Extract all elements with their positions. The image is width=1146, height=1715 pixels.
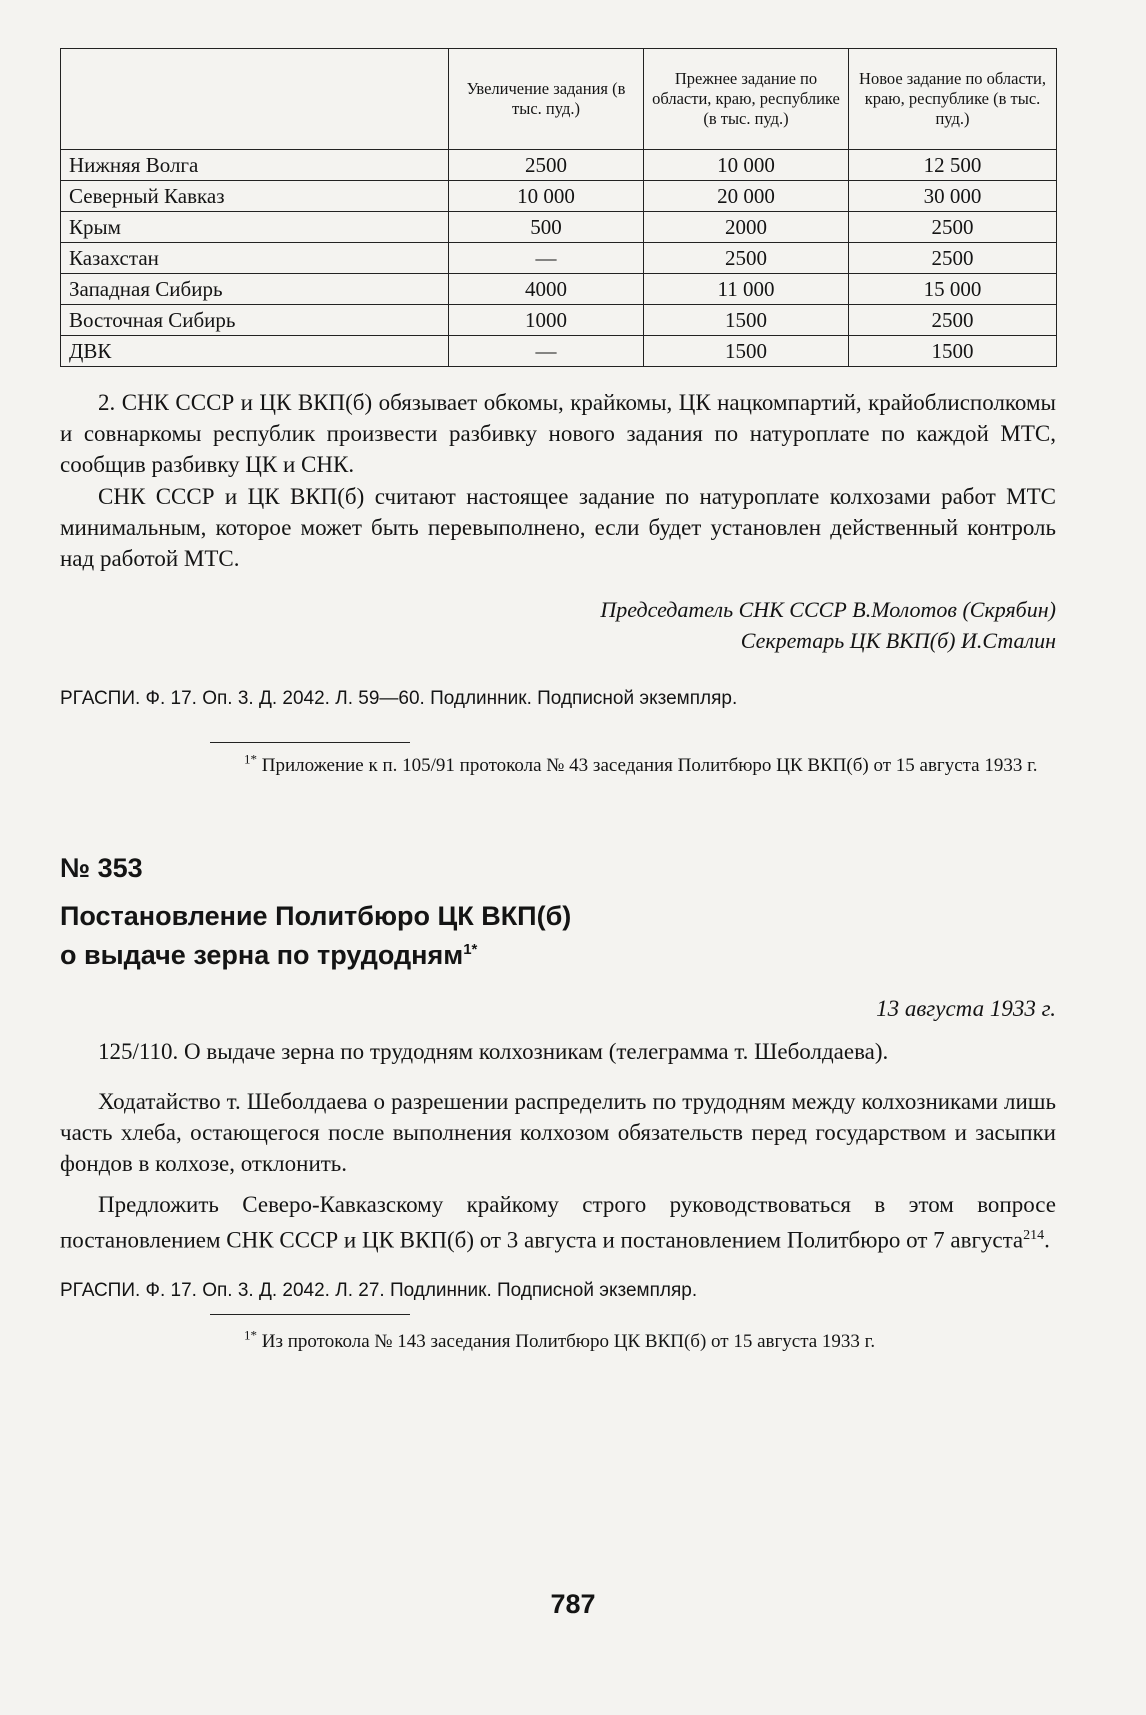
- document-title-line-1: Постановление Политбюро ЦК ВКП(б): [60, 901, 572, 931]
- footnote-2: [60, 1329, 1056, 1355]
- footnote-text-2: Из протокола № 143 заседания Политбюро ЦК ВКП(б) от 15 августа 1933 г.: [261, 1330, 876, 1352]
- footnote-mark: 1*: [244, 751, 257, 767]
- table-cell-new: 15 000: [849, 274, 1057, 305]
- table-cell-new: 2500: [849, 212, 1057, 243]
- signature-secretary: Секретарь ЦК ВКП(б) И.Сталин: [740, 628, 1056, 653]
- endnote-reference: 214: [1023, 1228, 1045, 1243]
- table-row: [61, 150, 1057, 181]
- table-cell-new: 2500: [849, 305, 1057, 336]
- footnote-mark-2: 1*: [244, 1327, 257, 1343]
- table-cell-increase: 10 000: [449, 181, 644, 212]
- table-cell-region: Крым: [61, 212, 449, 243]
- table-cell-region: Казахстан: [61, 243, 449, 274]
- table-cell-new: 30 000: [849, 181, 1057, 212]
- table-row: [61, 274, 1057, 305]
- table-cell-increase: 1000: [449, 305, 644, 336]
- table-row: [61, 181, 1057, 212]
- table-cell-previous: 10 000: [644, 150, 849, 181]
- table-cell-previous: 2500: [644, 243, 849, 274]
- table-row: [61, 305, 1057, 336]
- signature-chairman: Председатель СНК СССР В.Молотов (Скрябин): [600, 597, 1056, 622]
- table-cell-new: 2500: [849, 243, 1057, 274]
- paragraph-petition-rejected: Ходатайство т. Шеболдаева о разрешении распределить по трудодням между колхозниками лишь часть хлеба, остающегося после выполнения колхозом обязательств перед государством и засыпки фондов в колхозе, отклонить.: [60, 1089, 1056, 1176]
- table-cell-previous: 11 000: [644, 274, 849, 305]
- table-cell-new: 1500: [849, 336, 1057, 367]
- table-header-increase: Увеличение задания (в тыс. пуд.): [449, 49, 644, 150]
- table-cell-increase: —: [449, 336, 644, 367]
- table-cell-previous: 2000: [644, 212, 849, 243]
- table-cell-previous: 1500: [644, 336, 849, 367]
- paragraph-instruction-text: Предложить Северо-Кавказскому крайкому строго руководствоваться в этом вопросе постановлением СНК СССР и ЦК ВКП(б) от 3 августа и постановлением Политбюро от 7 августа: [60, 1192, 1056, 1253]
- table-header-region: [61, 49, 449, 150]
- table-cell-region: Северный Кавказ: [61, 181, 449, 212]
- table-row: [61, 243, 1057, 274]
- table-cell-previous: 1500: [644, 305, 849, 336]
- table-header-previous: Прежнее задание по области, краю, республике (в тыс. пуд.): [644, 49, 849, 150]
- document-title: [60, 899, 1056, 972]
- table-cell-increase: 4000: [449, 274, 644, 305]
- paragraph-minimal-assignment: СНК СССР и ЦК ВКП(б) считают настоящее задание по натуроплате колхозами работ МТС минимальным, которое может быть перевыполнено, если будет установлен действенный контроль над работой МТС.: [60, 484, 1056, 571]
- footnote-divider: [210, 742, 410, 743]
- table-header-row: [61, 49, 1057, 150]
- page-number: 787: [550, 1589, 596, 1619]
- footnote-text: Приложение к п. 105/91 протокола № 43 заседания Политбюро ЦК ВКП(б) от 15 августа 1933 г.: [261, 755, 1038, 776]
- table-cell-previous: 20 000: [644, 181, 849, 212]
- archive-source: РГАСПИ. Ф. 17. Оп. 3. Д. 2042. Л. 59—60. Подлинник. Подписной экземпляр.: [60, 688, 738, 709]
- footnote-divider-2: [210, 1314, 410, 1315]
- paragraph-instruction: [60, 1189, 1056, 1256]
- document-date: 13 августа 1933 г.: [876, 996, 1056, 1021]
- document-page: [60, 48, 1056, 1355]
- table-header-new: Новое задание по области, краю, республике (в тыс. пуд.): [849, 49, 1057, 150]
- title-footnote-mark: 1*: [463, 941, 478, 958]
- table-cell-region: ДВК: [61, 336, 449, 367]
- table-cell-region: Восточная Сибирь: [61, 305, 449, 336]
- table-cell-increase: —: [449, 243, 644, 274]
- paragraph-instruction-end: .: [1044, 1227, 1050, 1253]
- table-cell-new: 12 500: [849, 150, 1057, 181]
- document-title-line-2: о выдаче зерна по трудодням: [60, 940, 464, 970]
- table-row: [61, 212, 1057, 243]
- paragraph-point-2: 2. СНК СССР и ЦК ВКП(б) обязывает обкомы, крайкомы, ЦК нацкомпартий, крайоблисполкомы и совнаркомы республик произвести разбивку нового задания по натуроплате по каждой МТС, сообщив разбивку ЦК и СНК.: [60, 390, 1056, 477]
- paragraph-resolution-item: 125/110. О выдаче зерна по трудодням колхозникам (телеграмма т. Шеболдаева).: [98, 1039, 889, 1064]
- table-cell-region: Западная Сибирь: [61, 274, 449, 305]
- archive-source-2: РГАСПИ. Ф. 17. Оп. 3. Д. 2042. Л. 27. Подлинник. Подписной экземпляр.: [60, 1279, 698, 1301]
- grain-assignment-table: [60, 48, 1057, 367]
- table-cell-region: Нижняя Волга: [61, 150, 449, 181]
- footnote: [60, 753, 1056, 779]
- document-number: № 353: [60, 853, 143, 883]
- table-cell-increase: 500: [449, 212, 644, 243]
- table-row: [61, 336, 1057, 367]
- table-cell-increase: 2500: [449, 150, 644, 181]
